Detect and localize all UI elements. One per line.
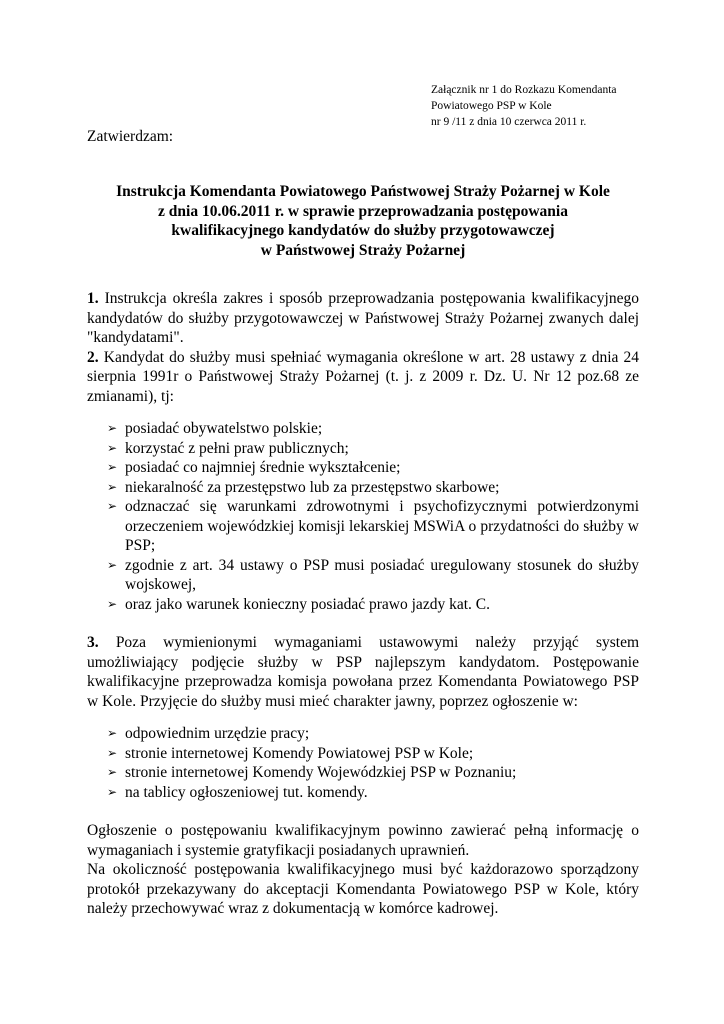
- section-3: [87, 633, 639, 711]
- closing-paragraph-2: Na okoliczność postępowania kwalifikacyjnego musi być każdorazowo sporządzony protokół przekazywany do akceptacji Komendanta Powiatowego PSP w Kole, który należy przechowywać wraz z dokumentacją w komórce kadrowej.: [87, 861, 639, 917]
- section-2-number: 2.: [87, 348, 99, 366]
- annex-line-2: Powiatowego PSP w Kole: [431, 100, 552, 112]
- list-item: ➢ stronie internetowej Komendy Powiatowej PSP w Kole;: [107, 744, 474, 762]
- arrow-bullet-icon: ➢: [107, 726, 118, 740]
- section-1-number: 1.: [87, 290, 99, 307]
- list-item: ➢ oraz jako warunek konieczny posiadać prawo jazdy kat. C.: [107, 595, 490, 613]
- arrow-bullet-icon: ➢: [107, 460, 118, 474]
- list-item: ➢ niekaralność za przestępstwo lub za przestępstwo skarbowe;: [107, 478, 500, 496]
- arrow-bullet-icon: ➢: [107, 557, 118, 572]
- announcement-places-list: [87, 724, 639, 802]
- section-2-text: Kandydat do służby musi spełniać wymagania określone w art. 28 ustawy z dnia 24 sierpnia 1991r o Państwowej Straży Pożarnej (t. j. z 2009 r. Dz. U. Nr 12 poz.68 ze zmianami), tj:: [87, 348, 639, 405]
- annex-note: [431, 82, 617, 130]
- arrow-bullet-icon: ➢: [107, 784, 118, 799]
- list-item: ➢ na tablicy ogłoszeniowej tut. komendy.: [107, 783, 368, 801]
- title-line-1: Instrukcja Komendanta Powiatowego Państwowej Straży Pożarnej w Kole: [116, 183, 610, 200]
- closing-paragraph-1: Ogłoszenie o postępowaniu kwalifikacyjnym powinno zawierać pełną informację o wymaganiach i systemie gratyfikacji posiadanych uprawnień.: [87, 822, 639, 859]
- document-body: [87, 289, 639, 919]
- title-line-4: w Państwowej Straży Pożarnej: [260, 241, 466, 259]
- arrow-bullet-icon: ➢: [107, 745, 118, 760]
- title-line-2: z dnia 10.06.2011 r. w sprawie przeprowadzania postępowania: [158, 202, 568, 220]
- title-line-3: kwalifikacyjnego kandydatów do służby przygotowawczej: [171, 222, 555, 239]
- arrow-bullet-icon: ➢: [107, 765, 118, 779]
- annex-line-1: Załącznik nr 1 do Rozkazu Komendanta: [431, 84, 617, 96]
- list-item: ➢ posiadać co najmniej średnie wykształcenie;: [107, 459, 401, 476]
- approval-label: Zatwierdzam:: [87, 128, 174, 145]
- list-item: ➢ posiadać obywatelstwo polskie;: [107, 420, 323, 437]
- requirements-list: [87, 419, 639, 614]
- arrow-bullet-icon: ➢: [107, 596, 118, 611]
- section-3-number: 3.: [87, 634, 99, 651]
- list-item: ➢ stronie internetowej Komendy Wojewódzkiej PSP w Poznaniu;: [107, 764, 517, 781]
- arrow-bullet-icon: ➢: [107, 479, 118, 494]
- section-1-text: Instrukcja określa zakres i sposób przeprowadzania postępowania kwalifikacyjnego kandydatów do służby przygotowawczej w Państwowej Straży Pożarnej zwanych dalej "kandydatami".: [87, 290, 639, 346]
- section-3-text: Poza wymienionymi wymaganiami ustawowymi należy przyjąć system umożliwiający podjęcie służby w PSP najlepszym kandydatom. Postępowanie kwalifikacyjne przeprowadza komisja powołana przez Komendanta Powiatowego PSP w Kole. Przyjęcie do służby musi mieć charakter jawny, poprzez ogłoszenie w:: [87, 634, 640, 710]
- annex-line-3: nr 9 /11 z dnia 10 czerwca 2011 r.: [431, 116, 587, 128]
- arrow-bullet-icon: ➢: [107, 440, 118, 455]
- section-1: [87, 289, 639, 348]
- list-item: ➢ odznaczać się warunkami zdrowotnymi i psychofizycznymi potwierdzonymi orzeczeniem wojewódzkiej komisji lekarskiej MSWiA o przydatności do służby w PSP;: [107, 498, 639, 554]
- document-title: [87, 182, 639, 260]
- section-2: [87, 348, 639, 407]
- arrow-bullet-icon: ➢: [107, 421, 118, 435]
- list-item: ➢ odpowiednim urzędzie pracy;: [107, 725, 310, 742]
- list-item: ➢ zgodnie z art. 34 ustawy o PSP musi posiadać uregulowany stosunek do służby wojskowej,: [107, 556, 639, 593]
- list-item: ➢ korzystać z pełni praw publicznych;: [107, 439, 349, 457]
- arrow-bullet-icon: ➢: [107, 499, 118, 513]
